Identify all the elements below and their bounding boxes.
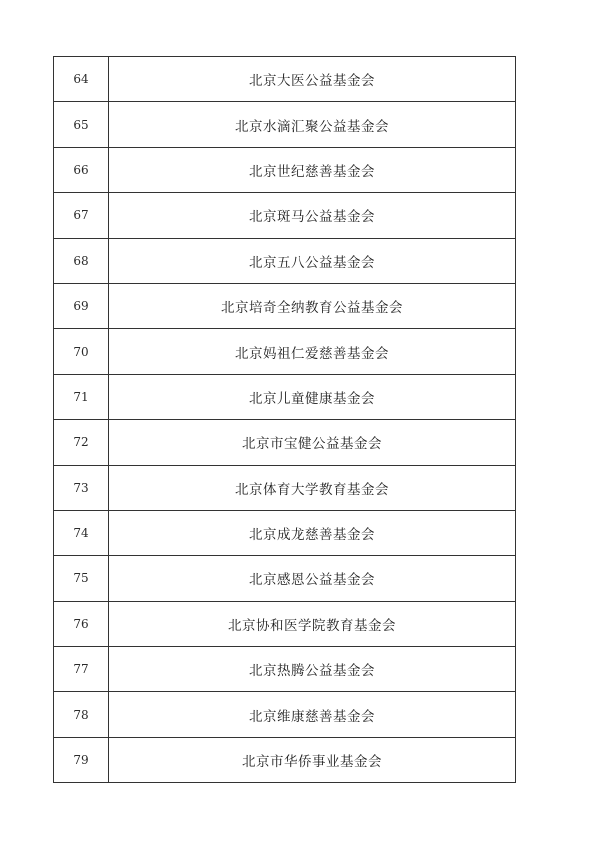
foundation-name: 北京热腾公益基金会 [109, 647, 516, 692]
table-row [54, 193, 516, 238]
row-number: 73 [54, 465, 109, 510]
row-number: 71 [54, 374, 109, 419]
row-number: 68 [54, 238, 109, 283]
foundation-name: 北京世纪慈善基金会 [109, 147, 516, 192]
table-row [54, 737, 516, 782]
table-row [54, 238, 516, 283]
row-number: 76 [54, 601, 109, 646]
table-row [54, 556, 516, 601]
row-number: 77 [54, 647, 109, 692]
foundation-name: 北京市宝健公益基金会 [109, 420, 516, 465]
row-number: 72 [54, 420, 109, 465]
table-row [54, 420, 516, 465]
foundation-name: 北京儿童健康基金会 [109, 374, 516, 419]
table-row [54, 465, 516, 510]
row-number: 74 [54, 510, 109, 555]
foundation-name: 北京维康慈善基金会 [109, 692, 516, 737]
foundation-name: 北京五八公益基金会 [109, 238, 516, 283]
table-row [54, 692, 516, 737]
foundation-name: 北京斑马公益基金会 [109, 193, 516, 238]
foundation-name: 北京成龙慈善基金会 [109, 510, 516, 555]
row-number: 66 [54, 147, 109, 192]
foundation-name: 北京妈祖仁爱慈善基金会 [109, 329, 516, 374]
table-row [54, 510, 516, 555]
table-row [54, 102, 516, 147]
row-number: 67 [54, 193, 109, 238]
table-row [54, 601, 516, 646]
row-number: 79 [54, 737, 109, 782]
foundation-name: 北京培奇全纳教育公益基金会 [109, 283, 516, 328]
foundation-name: 北京体育大学教育基金会 [109, 465, 516, 510]
foundation-table-body [54, 57, 516, 783]
row-number: 65 [54, 102, 109, 147]
foundation-name: 北京市华侨事业基金会 [109, 737, 516, 782]
table-row [54, 329, 516, 374]
table-row [54, 57, 516, 102]
foundation-name: 北京水滴汇聚公益基金会 [109, 102, 516, 147]
row-number: 69 [54, 283, 109, 328]
table-row [54, 283, 516, 328]
foundation-name: 北京大医公益基金会 [109, 57, 516, 102]
foundation-name: 北京感恩公益基金会 [109, 556, 516, 601]
row-number: 64 [54, 57, 109, 102]
row-number: 75 [54, 556, 109, 601]
row-number: 70 [54, 329, 109, 374]
foundation-name: 北京协和医学院教育基金会 [109, 601, 516, 646]
table-row [54, 647, 516, 692]
row-number: 78 [54, 692, 109, 737]
table-row [54, 147, 516, 192]
foundation-table [53, 56, 516, 783]
table-row [54, 374, 516, 419]
